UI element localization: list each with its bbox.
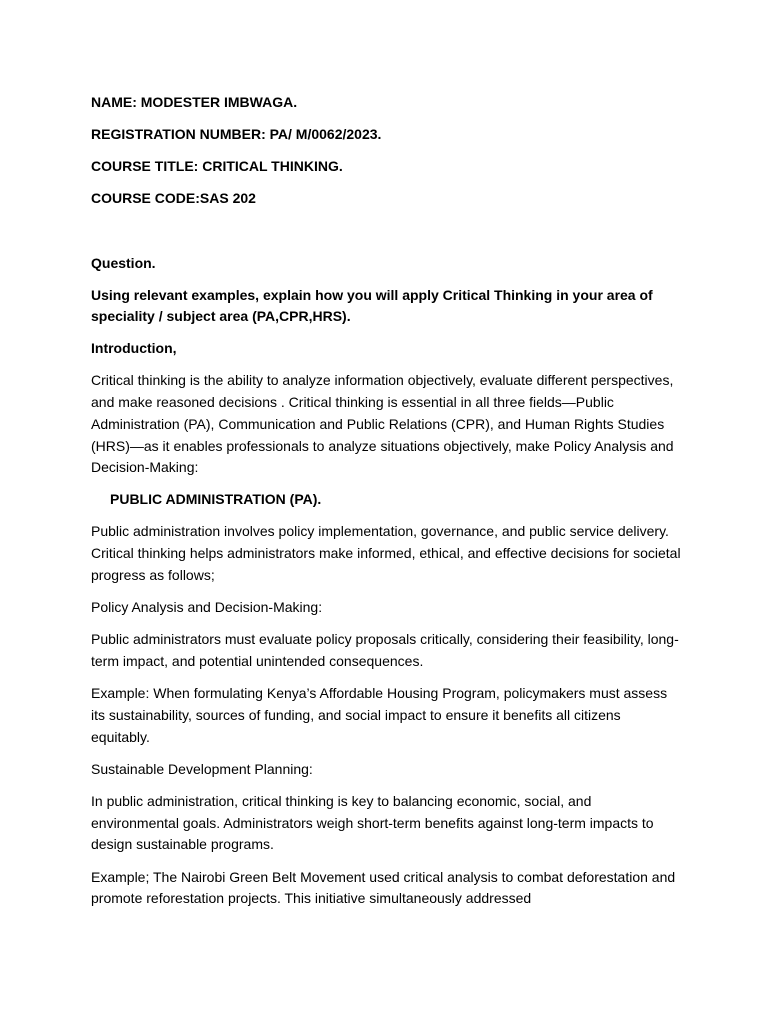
course-title: COURSE TITLE: CRITICAL THINKING.: [91, 158, 343, 174]
course-code: COURSE CODE:SAS 202: [91, 190, 256, 206]
introduction-text: Critical thinking is the ability to analyze information objectively, evaluate different perspectives, and make reasoned decisions . Critical thinking is essential in all three fields—Public Administration (PA), Communication and Public Relations (CPR), and Human Rights Studies (HRS)—as it enables professionals to analyze situations objectively, make Policy Analysis and Decision-Making:: [91, 372, 674, 476]
pa-intro-paragraph: Public administration involves policy implementation, governance, and public service delivery. Critical thinking helps administrators make informed, ethical, and effective decisions for societal progress as follows;: [91, 523, 681, 583]
document-page: [91, 92, 681, 920]
policy-analysis-paragraph: Public administrators must evaluate policy proposals critically, considering their feasibility, long-term impact, and potential unintended consequences.: [91, 631, 679, 669]
policy-analysis-example: Example: When formulating Kenya’s Affordable Housing Program, policymakers must assess its sustainability, sources of funding, and social impact to ensure it benefits all citizens equitably.: [91, 685, 668, 745]
sustainable-development-paragraph: In public administration, critical thinking is key to balancing economic, social, and environmental goals. Administrators weigh short-term benefits against long-term impacts to design sustainable programs.: [91, 792, 654, 853]
registration-number: REGISTRATION NUMBER: PA/ M/0062/2023.: [91, 126, 382, 142]
question-text: Using relevant examples, explain how you will apply Critical Thinking in your area of speciality / subject area (PA,CPR,HRS).: [91, 286, 653, 325]
introduction-heading: Introduction,: [91, 340, 177, 357]
sustainable-development-example: Example; The Nairobi Green Belt Movement used critical analysis to combat deforestation and promote reforestation projects. This initiative simultaneously addressed: [91, 868, 676, 907]
section-heading-pa: PUBLIC ADMINISTRATION (PA).: [110, 491, 322, 508]
subheading-sustainable-development: Sustainable Development Planning:: [91, 760, 313, 777]
question-heading: Question.: [91, 254, 156, 271]
student-name: NAME: MODESTER IMBWAGA.: [91, 94, 298, 110]
subheading-policy-analysis: Policy Analysis and Decision-Making:: [91, 599, 323, 616]
